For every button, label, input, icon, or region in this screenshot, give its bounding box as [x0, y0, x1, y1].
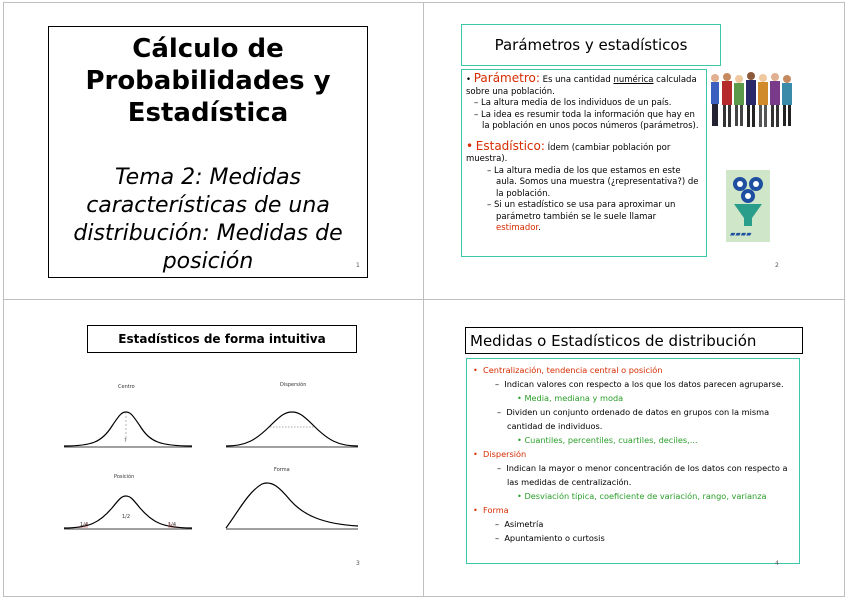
quarter-right-label: 1/4 [168, 522, 177, 528]
centro-plot [62, 380, 194, 452]
posicion-label: Posición [114, 474, 135, 480]
quarter-left-label: 1/4 [80, 522, 89, 528]
slide-number: 4 [775, 560, 779, 567]
list-item: • Forma [473, 505, 509, 515]
forma-plot [224, 462, 360, 532]
list-item: – Dividen un conjunto ordenado de datos en grupos con la misma cantidad de individuos. [497, 407, 770, 431]
dispersion-plot [224, 378, 360, 452]
list-item: – Indican valores con respecto a los que los datos parecen agruparse. [495, 379, 784, 389]
list-item: • Dispersión [473, 449, 527, 459]
list-item: • Centralización, tendencia central o posición [473, 365, 663, 375]
list-item: • Cuantiles, percentiles, cuartiles, deciles,... [517, 435, 698, 445]
list-item: – Indican la mayor o menor concentración de los datos con respecto a las medidas de centralización. [497, 463, 788, 487]
forma-label: Forma [274, 467, 290, 473]
sub-item: – La idea es resumir toda la información que hay en la población en unos pocos números (parámetros). [474, 109, 699, 131]
slide-number: 1 [356, 262, 360, 269]
dispersion-label: Dispersión [280, 382, 307, 388]
bullet-parametro: • Parámetro: Es una cantidad numérica calculada sobre una población. [466, 71, 697, 97]
list-item: – Apuntamiento o curtosis [495, 533, 605, 543]
slide-4-title: Medidas o Estadísticos de distribución [465, 327, 803, 354]
list-item: • Desviación típica, coeficiente de variación, rango, varianza [517, 491, 767, 501]
slide-3-title: Estadísticos de forma intuitiva [87, 325, 357, 353]
slide-number: 3 [356, 560, 360, 567]
question-label: ? [124, 438, 127, 444]
bullet-estadistico: • Estadístico: Ídem (cambiar población por muestra). [466, 138, 671, 164]
centro-label: Centro [118, 384, 135, 390]
statistics-clipart-image [726, 170, 770, 242]
list-item: • Media, mediana y moda [517, 393, 624, 403]
sub-item: – La altura media de los individuos de un país. [474, 98, 672, 108]
sub-item: – Si un estadístico se usa para aproximar un parámetro también se le suele llamar estimador. [487, 200, 676, 233]
list-item: – Asimetría [495, 519, 544, 529]
slide-number: 2 [775, 262, 779, 269]
slide-2-body [461, 69, 707, 257]
half-label: 1/2 [122, 514, 131, 520]
horizontal-divider [3, 299, 845, 300]
sub-item: – La altura media de los que estamos en este aula. Somos una muestra (¿representativa?) de la población. [487, 165, 699, 199]
posicion-plot [62, 470, 194, 532]
slide-2-title: Parámetros y estadísticos [461, 24, 721, 66]
people-clipart-image [707, 70, 801, 132]
svg-text:▰▰▰▰: ▰▰▰▰ [730, 230, 752, 238]
slide-1-title: Cálculo de Probabilidades y Estadística [85, 34, 331, 128]
slide-1-subtitle: Tema 2: Medidas características de una distribución: Medidas de posición [73, 165, 343, 274]
slide-4-body [466, 358, 800, 564]
